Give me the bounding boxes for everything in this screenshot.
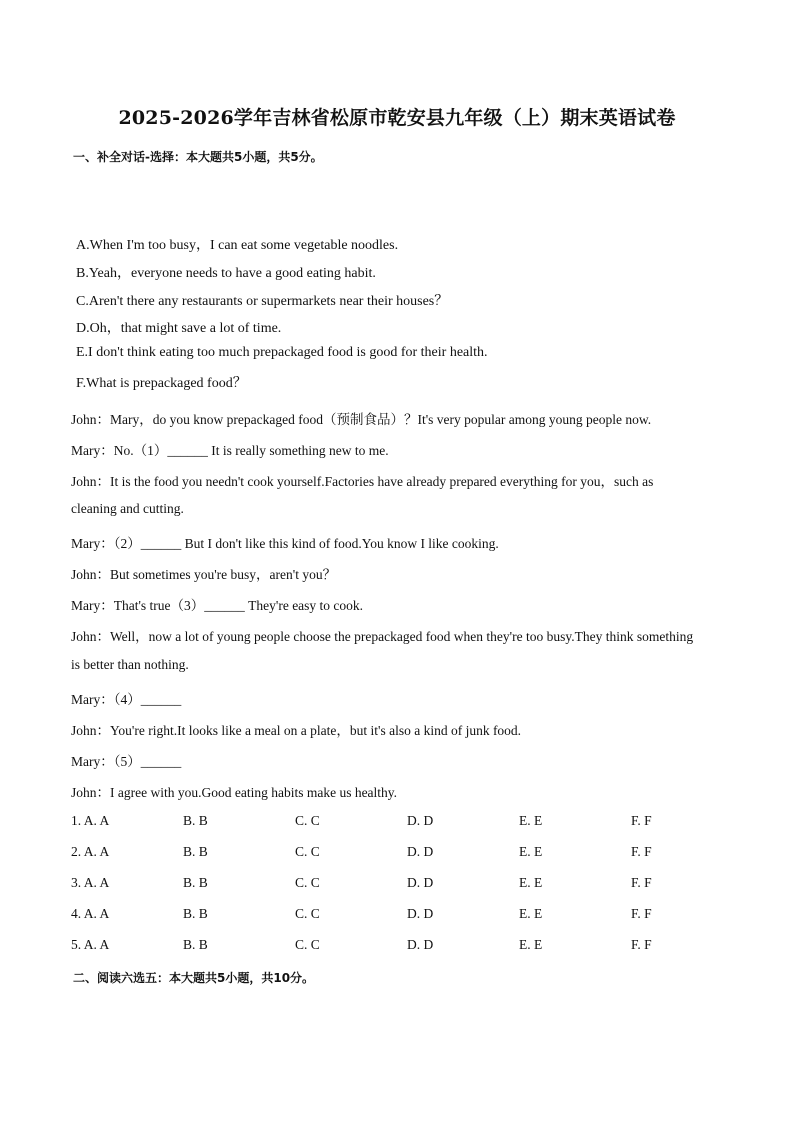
dialogue-line: John：But sometimes you're busy，aren't you？ bbox=[71, 567, 337, 582]
answer-choice[interactable]: B. B bbox=[183, 844, 208, 859]
option-c: C.Aren't there any restaurants or supermarkets near their houses？ bbox=[76, 294, 449, 309]
answer-choice[interactable]: E. E bbox=[519, 906, 543, 921]
answer-choice[interactable]: B. B bbox=[183, 875, 208, 890]
answer-choice[interactable]: C. C bbox=[295, 906, 320, 921]
option-e: E.I don't think eating too much prepackaged food is good for their health. bbox=[76, 345, 488, 360]
answer-choice[interactable]: E. E bbox=[519, 937, 543, 952]
answer-row-2 bbox=[71, 844, 731, 862]
answer-choice[interactable]: D. D bbox=[407, 906, 434, 921]
answer-choice[interactable]: 3. A. A bbox=[71, 875, 110, 890]
dialogue-line: John：It is the food you needn't cook yourself.Factories have already prepared everything for you，such as bbox=[71, 474, 654, 489]
section-1-heading: 一、补全对话-选择：本大题共5小题，共5分。 bbox=[73, 150, 323, 164]
answer-choice[interactable]: C. C bbox=[295, 937, 320, 952]
answer-choice[interactable]: F. F bbox=[631, 875, 652, 890]
answer-row-5 bbox=[71, 937, 731, 955]
answer-choice[interactable]: F. F bbox=[631, 937, 652, 952]
answer-choice[interactable]: 5. A. A bbox=[71, 937, 110, 952]
answer-choice[interactable]: F. F bbox=[631, 844, 652, 859]
answer-choice[interactable]: 1. A. A bbox=[71, 813, 110, 828]
dialogue-line: Mary：That's true（3）______ They're easy to cook. bbox=[71, 598, 364, 613]
dialogue-line: Mary：（5）______ bbox=[71, 754, 182, 769]
dialogue-line: Mary：（2）______ But I don't like this kind of food.You know I like cooking. bbox=[71, 536, 499, 551]
answer-choice[interactable]: 2. A. A bbox=[71, 844, 110, 859]
answer-row-1 bbox=[71, 813, 731, 831]
answer-choice[interactable]: B. B bbox=[183, 937, 208, 952]
dialogue-line: Mary：（4）______ bbox=[71, 692, 182, 707]
answer-choice[interactable]: F. F bbox=[631, 906, 652, 921]
answer-choice[interactable]: C. C bbox=[295, 813, 320, 828]
option-d: D.Oh，that might save a lot of time. bbox=[76, 321, 282, 336]
answer-choice[interactable]: E. E bbox=[519, 813, 543, 828]
answer-choice[interactable]: C. C bbox=[295, 844, 320, 859]
dialogue-line: Mary：No.（1）______ It is really something new to me. bbox=[71, 443, 389, 458]
answer-choice[interactable]: C. C bbox=[295, 875, 320, 890]
dialogue-line: John：You're right.It looks like a meal on a plate，but it's also a kind of junk food. bbox=[71, 723, 522, 738]
dialogue-line: is better than nothing. bbox=[71, 657, 189, 672]
answer-choice[interactable]: D. D bbox=[407, 844, 434, 859]
dialogue-line: John：I agree with you.Good eating habits make us healthy. bbox=[71, 785, 398, 800]
exam-title: 2025-2026学年吉林省松原市乾安县九年级（上）期末英语试卷 bbox=[118, 107, 676, 129]
answer-choice[interactable]: E. E bbox=[519, 844, 543, 859]
answer-choice[interactable]: F. F bbox=[631, 813, 652, 828]
answer-choice[interactable]: D. D bbox=[407, 875, 434, 890]
answer-choice[interactable]: B. B bbox=[183, 813, 208, 828]
answer-choice[interactable]: E. E bbox=[519, 875, 543, 890]
dialogue-line: cleaning and cutting. bbox=[71, 501, 184, 516]
answer-choice[interactable]: B. B bbox=[183, 906, 208, 921]
section-2-heading: 二、阅读六选五：本大题共5小题，共10分。 bbox=[73, 971, 315, 985]
option-f: F.What is prepackaged food？ bbox=[76, 376, 247, 391]
dialogue-line: John：Well，now a lot of young people choose the prepackaged food when they're too busy.They think something bbox=[71, 629, 694, 644]
answer-choice[interactable]: 4. A. A bbox=[71, 906, 110, 921]
answer-row-4 bbox=[71, 906, 731, 924]
answer-choice[interactable]: D. D bbox=[407, 937, 434, 952]
dialogue-line: John：Mary，do you know prepackaged food（预制食品）？It's very popular among young people now. bbox=[71, 412, 652, 427]
answer-row-3 bbox=[71, 875, 731, 893]
option-b: B.Yeah，everyone needs to have a good eating habit. bbox=[76, 266, 376, 281]
answer-choice[interactable]: D. D bbox=[407, 813, 434, 828]
option-a: A.When I'm too busy，I can eat some vegetable noodles. bbox=[76, 238, 399, 253]
